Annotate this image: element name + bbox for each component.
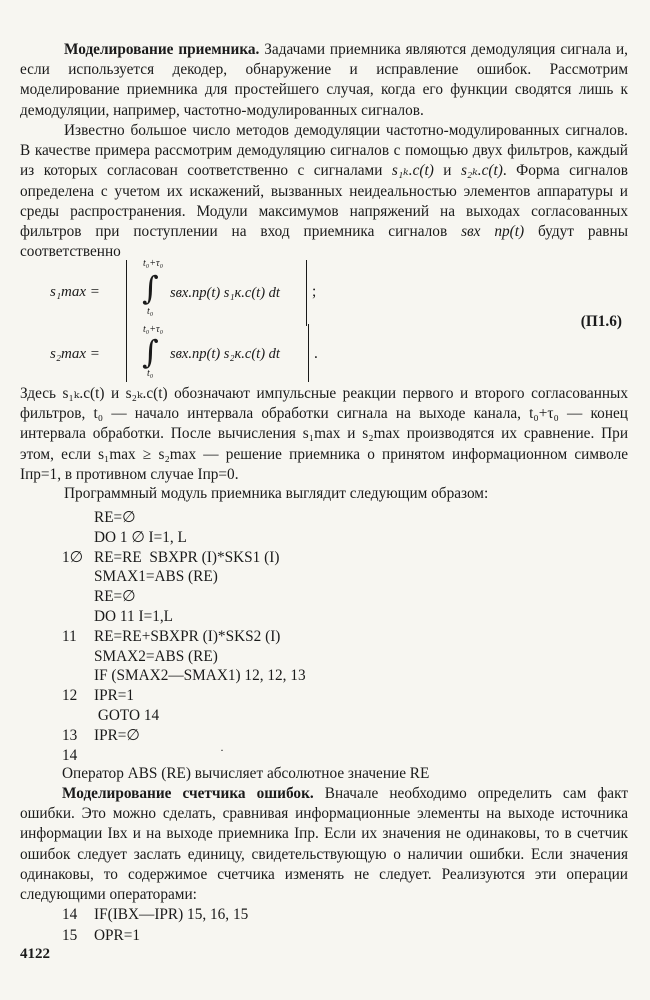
code-statement: DO 11 I=1,L xyxy=(94,608,174,625)
section-heading-receiver: Моделирование приемника. xyxy=(64,41,260,58)
signal-input: sвх пр(t) xyxy=(461,223,525,241)
paragraph-demodulation-methods xyxy=(20,121,628,262)
code-block-error-counter xyxy=(62,905,562,951)
abs-bar-left xyxy=(126,324,127,382)
code-statement: OPR=1 xyxy=(94,926,141,944)
integral-sign: ∫ xyxy=(142,269,159,307)
integrand-1: sвх.пр(t) s₁к.с(t) dt xyxy=(170,285,280,301)
code-statement: SMAX2=ABS (RE) xyxy=(94,647,218,665)
eq-lhs-s1max: s₁max = xyxy=(50,284,100,300)
section-heading-error-counter: Моделирование счетчика ошибок. xyxy=(62,785,314,802)
upper-limit: t₀+τ₀ xyxy=(143,324,164,335)
code-statement: DO 1 ∅ I=1, L xyxy=(94,528,187,546)
integral-sign: ∫ xyxy=(142,333,159,371)
eq-punct: . xyxy=(314,345,318,362)
paragraph-abs-operator: Оператор ABS (RE) вычисляет абсолютное значение RE xyxy=(62,765,430,782)
code-statement: RE=RE SBXPR (I)*SKS1 (I) xyxy=(94,548,280,566)
signal-s2: s₂ₖ.c(t) xyxy=(460,162,503,180)
eq-punct: ; xyxy=(312,283,317,300)
code-statement: IPR=1 xyxy=(94,687,135,705)
upper-limit: t₀+τ₀ xyxy=(143,258,164,269)
equation-number: (П1.6) xyxy=(580,313,622,330)
code-label: 15 xyxy=(62,926,78,944)
code-label: 12 xyxy=(62,687,78,705)
code-statement: SMAX1=ABS (RE) xyxy=(94,568,218,586)
code-label: 11 xyxy=(62,627,77,645)
abs-bar-right xyxy=(306,260,307,326)
eq-lhs-s2max: s₂max = xyxy=(50,346,100,362)
paragraph-text: будут равны соответственно xyxy=(20,223,628,261)
paragraph-text: Известно большое число методов демодуляции частотно-модулированных сигналов. В качестве примера рассмотрим демодуляцию сигналов с помощью двух фильтров, каждый из которых согласован соответственно с сигналами xyxy=(20,122,628,180)
paragraph-module-intro: Программный модуль приемника выглядит следующим образом: xyxy=(64,485,489,502)
code-statement: RE=RE+SBXPR (I)*SKS2 (I) xyxy=(94,627,281,645)
paragraph-text: Вначале необходимо определить сам факт ошибки. Это можно сделать, сравнивая информационные элементы на выходе источника информации Iвх и на выходе приемника Iпр. Если их значения не одинаковы, то в счетчик ошибок следует заслать единицу, свидетельствующую о наличии ошибки. Если значения одинаковы, то содержимое счетчика изменять не следует. Реализуются эти операции следующими операторами: xyxy=(20,785,629,904)
code-statement: GOTO 14 xyxy=(94,707,160,724)
paragraph-receiver-modeling xyxy=(20,40,628,121)
code-statement: IPR=∅ xyxy=(94,726,140,744)
equation-p1-6 xyxy=(40,256,630,380)
signal-s1: s₁ₖ.c(t) xyxy=(391,162,434,180)
conjunction-text: и xyxy=(433,162,461,180)
decorative-dot: · xyxy=(220,743,224,757)
code-statement: RE=∅ xyxy=(94,509,136,526)
code-statement: IF(IBX—IPR) 15, 16, 15 xyxy=(94,906,249,923)
abs-bar-right xyxy=(308,324,309,382)
integrand-2: sвх.пр(t) s₂к.с(t) dt xyxy=(170,346,280,362)
code-label: 14 xyxy=(62,746,78,764)
paragraph-explanation: Здесь s₁ₖ.c(t) и s₂ₖ.c(t) обозначают импульсные реакции первого и второго согласованных фильтров, t₀ — начало интервала обработки сигнала на выходе канала, t₀+τ₀ — конец интервала обработки. После вычисления s₁max и s₂max производятся их сравнение. При этом, если s₁max ≥ s₂max — решение приемника о принятом информационном символе Iпр=1, в противном случае Iпр=0. xyxy=(20,385,628,483)
code-statement: IF (SMAX2—SMAX1) 12, 12, 13 xyxy=(94,667,306,685)
code-label: 13 xyxy=(62,726,78,744)
lower-limit: t₀ xyxy=(147,368,154,379)
code-block-receiver xyxy=(62,508,562,768)
paragraph-text: Задачами приемника являются демодуляция сигнала и, если используется декодер, обнаружение и исправление ошибок. Рассмотрим моделирование приемника для простейшего случая, когда его функции сводятся лишь к демодуляции, например, частотно-модулированных сигналов. xyxy=(20,41,628,119)
code-label: 1∅ xyxy=(62,548,83,566)
code-statement: RE=∅ xyxy=(94,588,136,606)
paragraph-error-counter xyxy=(20,784,628,905)
lower-limit: t₀ xyxy=(147,306,154,317)
paragraph-text: . Форма сигналов определена с учетом их искажений, вызванных неидеальностью элементов аппаратуры и среды распространения. Модули максимумов напряжений на выходах согласованных фильтров при поступлении на вход приемника сигналов xyxy=(20,162,628,241)
page-number: 4122 xyxy=(20,946,50,962)
abs-bar-left xyxy=(126,260,127,326)
code-label: 14 xyxy=(62,906,78,923)
